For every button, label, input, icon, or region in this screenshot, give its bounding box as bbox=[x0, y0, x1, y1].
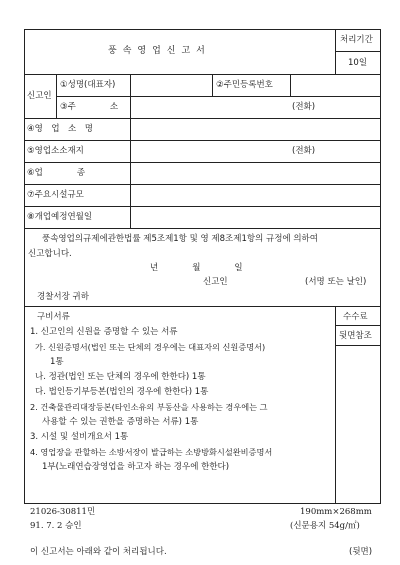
business-name-label: ④영 업 소 명 bbox=[27, 124, 93, 134]
back-page-note: (뒷면) bbox=[349, 547, 373, 557]
form-code: 21026-30811민 bbox=[30, 507, 96, 517]
documents-heading: 구비서류 bbox=[37, 312, 70, 322]
business-name-field[interactable] bbox=[131, 119, 379, 139]
fee-row-line bbox=[335, 325, 380, 326]
name-label: ①성명(대표자) bbox=[60, 80, 116, 90]
address-phone-label: (전화) bbox=[292, 102, 316, 112]
sign-note: (서명 또는 날인) bbox=[305, 277, 367, 287]
address-label: ③주 소 bbox=[60, 102, 119, 112]
paper-size: 190mm×268mm bbox=[300, 507, 372, 517]
business-location-field[interactable] bbox=[131, 141, 291, 161]
document-item: 사용할 수 있는 권한을 증명하는 서류) 1통 bbox=[42, 417, 199, 427]
row-line-5 bbox=[24, 228, 380, 229]
frame-top bbox=[24, 29, 380, 30]
recipient-label: 경찰서장 귀하 bbox=[37, 292, 89, 302]
document-item: 3. 시설 및 설비개요서 1통 bbox=[30, 432, 129, 442]
fee-label: 수수료 bbox=[343, 312, 368, 322]
fee-value-line bbox=[335, 345, 380, 346]
declaration-date-line: 년 월 일 bbox=[150, 263, 243, 273]
address-field[interactable] bbox=[131, 97, 291, 117]
document-item: 1통 bbox=[50, 357, 64, 367]
open-date-field[interactable] bbox=[131, 207, 379, 227]
frame-right bbox=[380, 29, 381, 503]
facility-size-field[interactable] bbox=[131, 185, 379, 205]
document-item: 가. 신원증명서(법인 또는 단체의 경우에는 대표자의 신원증명서) bbox=[35, 342, 266, 352]
signer-label: 신고인 bbox=[203, 277, 228, 287]
processing-divider bbox=[335, 51, 380, 52]
open-date-label: ⑧개업예정연월일 bbox=[27, 212, 93, 222]
processing-label: 처리기간 bbox=[340, 35, 373, 45]
document-item: 1. 신고인의 신원을 증명할 수 있는 서류 bbox=[30, 327, 178, 337]
document-item: 다. 법인등기부등본(법인의 경우에 한한다) 1통 bbox=[35, 387, 209, 397]
id-number-label: ②주민등록번호 bbox=[216, 80, 273, 90]
fee-value: 뒷면참조 bbox=[339, 331, 372, 341]
form-title: 풍속영업신고서 bbox=[108, 46, 211, 56]
id-number-field[interactable] bbox=[291, 75, 379, 95]
frame-bottom bbox=[24, 503, 381, 504]
name-field[interactable] bbox=[131, 75, 211, 95]
document-item: 2. 건축물관리대장등본(타인소유의 부동산을 사용하는 경우에는 그 bbox=[30, 402, 268, 412]
business-location-label: ⑤영업소소재지 bbox=[27, 146, 84, 156]
declaration-text-line-1: 풍속영업의규제에관한법률 제5조제1항 및 영 제8조제1항의 규정에 의하여 bbox=[42, 234, 318, 244]
document-item: 1부(노래연습장영업을 하고자 하는 경우에 한한다) bbox=[42, 462, 230, 472]
business-type-field[interactable] bbox=[131, 163, 379, 183]
declaration-bottom-line bbox=[24, 306, 380, 307]
processing-value: 10일 bbox=[348, 58, 368, 68]
business-phone-label: (전화) bbox=[292, 146, 316, 156]
applicant-group-label: 신고인 bbox=[27, 91, 52, 101]
approval-date: 91. 7. 2 승인 bbox=[30, 521, 82, 531]
declaration-text-line-2: 신고합니다. bbox=[28, 249, 72, 259]
facility-size-label: ⑦주요시설규모 bbox=[27, 190, 84, 200]
business-type-label: ⑥업 종 bbox=[27, 168, 86, 178]
processing-note: 이 신고서는 아래와 같이 처리됩니다. bbox=[30, 547, 167, 557]
document-item: 나. 정관(법인 또는 단체의 경우에 한한다) 1통 bbox=[35, 372, 206, 382]
frame-left bbox=[24, 29, 25, 503]
id-divider-1 bbox=[212, 74, 213, 96]
document-item: 4. 영업장을 관할하는 소방서장이 발급하는 소방방화시설완비증명서 bbox=[30, 447, 273, 457]
fee-divider bbox=[335, 306, 336, 503]
paper-spec: (신문용지 54g/㎡) bbox=[290, 521, 360, 531]
